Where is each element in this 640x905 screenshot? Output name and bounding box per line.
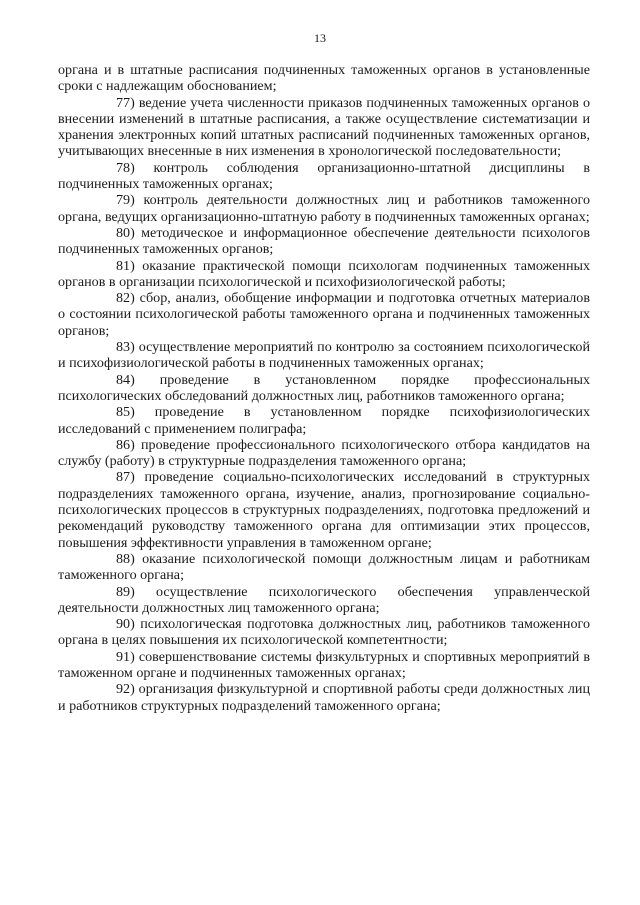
paragraph-item-87: 87) проведение социально-психологических исследований в структурных подразделениях таможенного органа, изучение, анализ, прогнозирование социально-психологических процессов в структурных подразделениях, подготовка предложений и рекомендаций руководству таможенного органа для оптимизации этих процессов, повышения эффективности управления в таможенном органе;	[58, 469, 590, 551]
paragraph-item-85: 85) проведение в установленном порядке психофизиологических исследований с применением полиграфа;	[58, 404, 590, 437]
paragraph-item-88: 88) оказание психологической помощи должностным лицам и работникам таможенного органа;	[58, 550, 590, 584]
paragraph-item-77: 77) ведение учета численности приказов подчиненных таможенных органов о внесении изменений в штатные расписания, а также осуществление систематизации и хранения электронных копий штатных расписаний подчиненных таможенных органов, учитывающих внесенные в них изменения в хронологической последовательности;	[58, 94, 590, 160]
paragraph-item-81: 81) оказание практической помощи психологам подчиненных таможенных органов в организации психологической и психофизиологической работы;	[58, 257, 590, 290]
paragraph-item-84: 84) проведение в установленном порядке профессиональных психологических обследований должностных лиц, работников таможенного органа;	[58, 371, 590, 404]
paragraph-item-79: 79) контроль деятельности должностных лиц и работников таможенного органа, ведущих организационно-штатную работу в подчиненных таможенных органах;	[58, 192, 590, 225]
paragraph-item-92: 92) организация физкультурной и спортивной работы среди должностных лиц и работников структурных подразделений таможенного органа;	[58, 681, 590, 714]
paragraph-continuation: органа и в штатные расписания подчиненных таможенных органов в установленные сроки с надлежащим обоснованием;	[58, 62, 590, 95]
paragraph-item-78: 78) контроль соблюдения организационно-штатной дисциплины в подчиненных таможенных органах;	[58, 159, 590, 193]
paragraph-item-89: 89) осуществление психологического обеспечения управленческой деятельности должностных лиц таможенного органа;	[58, 583, 590, 616]
paragraph-item-83: 83) осуществление мероприятий по контролю за состоянием психологической и психофизиологической работы в подчиненных таможенных органах;	[58, 339, 590, 372]
paragraph-item-91: 91) совершенствование системы физкультурных и спортивных мероприятий в таможенном органе и подчиненных таможенных органах;	[58, 648, 590, 681]
page-number: 13	[314, 31, 326, 45]
paragraph-item-90: 90) психологическая подготовка должностных лиц, работников таможенного органа в целях повышения их психологической компетентности;	[58, 616, 590, 649]
paragraph-item-86: 86) проведение профессионального психологического отбора кандидатов на службу (работу) в структурные подразделения таможенного органа;	[58, 436, 590, 470]
paragraph-item-82: 82) сбор, анализ, обобщение информации и подготовка отчетных материалов о состоянии психологической работы таможенного органа и подчиненных таможенных органов;	[58, 290, 590, 339]
paragraph-item-80: 80) методическое и информационное обеспечение деятельности психологов подчиненных таможенных органов;	[58, 224, 590, 258]
document-body	[58, 62, 590, 714]
